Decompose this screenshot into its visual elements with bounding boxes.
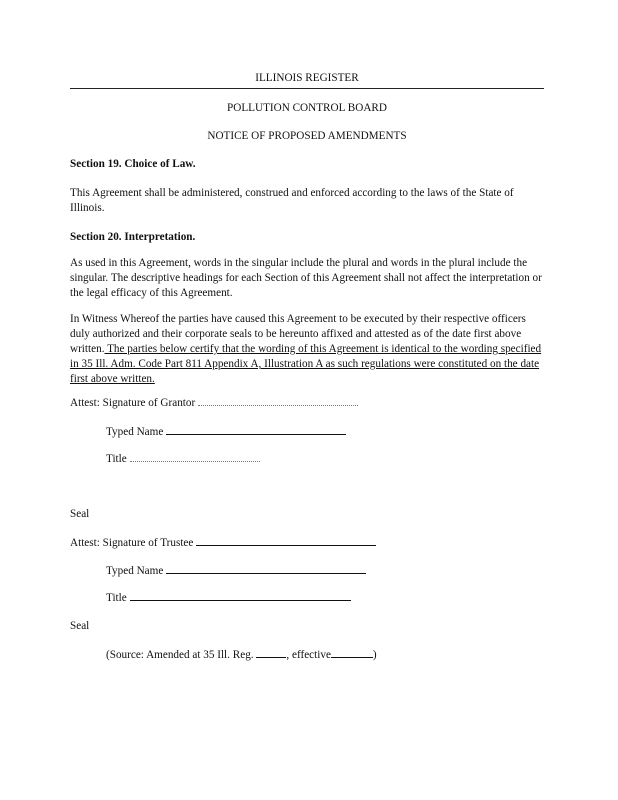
grantor-signature-row [70,396,358,411]
board-name: POLLUTION CONTROL BOARD [227,102,387,114]
trustee-seal: Seal [70,620,90,632]
trustee-title-row [106,591,351,606]
register-title: ILLINOIS REGISTER [255,72,359,84]
header-rule [70,88,544,89]
notice-title: NOTICE OF PROPOSED AMENDMENTS [207,130,407,142]
source-register-blank[interactable] [256,656,286,658]
source-middle: , effective [286,649,331,661]
witness-text: In Witness Whereof the parties have caused this Agreement to be executed by their respective officers duly authorized and their corporate seals to be hereunto affixed and attested as of the date first above written. [70,313,526,355]
trustee-signature-row [70,536,376,551]
source-effective-blank[interactable] [331,656,373,658]
grantor-typed-name-line[interactable] [166,433,346,435]
grantor-signature-label: Attest: Signature of Grantor [70,397,196,409]
section-20-heading: Section 20. Interpretation. [70,231,196,243]
section-19-body: This Agreement shall be administered, construed and enforced according to the laws of the State of Illinois. [70,187,514,214]
section-20-body: As used in this Agreement, words in the singular include the plural and words in the plural include the singular. The descriptive headings for each Section of this Agreement shall not affect the interpretation or the legal efficacy of this Agreement. [70,257,542,299]
grantor-title-row [106,452,260,467]
witness-paragraph [70,312,548,387]
trustee-typed-name-line[interactable] [166,572,366,574]
grantor-signature-line[interactable] [198,404,358,406]
witness-certification: The parties below certify that the wording of this Agreement is identical to the wording specified in 35 Ill. Adm. Code Part 811 Appendix A, Illustration A as such regulations were constituted on the date first above written. [70,343,542,385]
trustee-title-line[interactable] [130,599,351,601]
source-note [106,648,377,663]
grantor-seal: Seal [70,508,90,520]
trustee-typed-name-label: Typed Name [106,565,164,577]
trustee-signature-label: Attest: Signature of Trustee [70,537,194,549]
grantor-typed-name-row [106,425,346,440]
grantor-typed-name-label: Typed Name [106,426,164,438]
section-19-heading: Section 19. Choice of Law. [70,158,196,170]
trustee-signature-line[interactable] [196,544,376,546]
source-prefix: (Source: Amended at 35 Ill. Reg. [106,649,254,661]
grantor-title-line[interactable] [130,460,260,462]
trustee-typed-name-row [106,564,366,579]
grantor-title-label: Title [106,453,127,465]
trustee-title-label: Title [106,592,127,604]
source-suffix: ) [372,649,377,661]
